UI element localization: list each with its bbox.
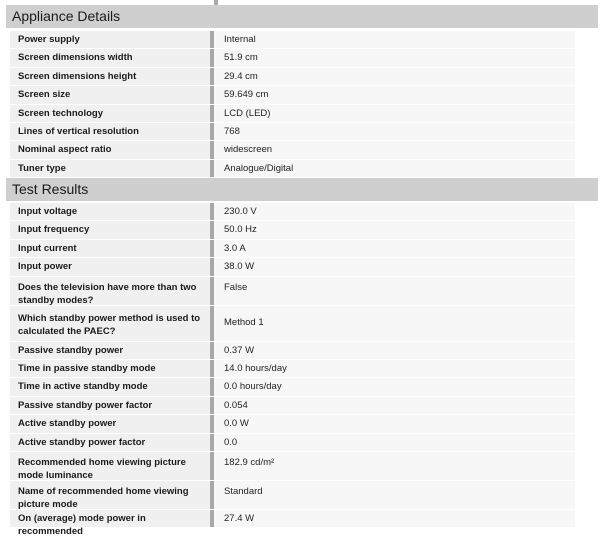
table-row <box>10 240 575 257</box>
row-label: Screen size <box>10 86 214 103</box>
row-value: 0.0 <box>214 434 575 451</box>
row-label: Screen technology <box>10 105 214 122</box>
row-label: Nominal aspect ratio <box>10 141 214 158</box>
row-value: 38.0 W <box>214 258 575 275</box>
table-row <box>10 277 575 305</box>
table-row <box>10 415 575 432</box>
table-row <box>10 68 575 85</box>
table-row <box>10 342 575 359</box>
row-value: LCD (LED) <box>214 105 575 122</box>
row-label: Input voltage <box>10 203 214 220</box>
row-label: Input frequency <box>10 221 214 238</box>
row-label: On (average) mode power in recommended <box>10 510 214 527</box>
table-row <box>10 203 575 220</box>
table-row <box>10 434 575 451</box>
row-label: Active standby power factor <box>10 434 214 451</box>
row-value: Method 1 <box>214 306 575 341</box>
table-row <box>10 141 575 158</box>
row-label: Passive standby power <box>10 342 214 359</box>
row-label: Screen dimensions width <box>10 49 214 66</box>
table-row <box>10 123 575 140</box>
row-value: 14.0 hours/day <box>214 360 575 377</box>
row-value: 0.37 W <box>214 342 575 359</box>
row-value: 29.4 cm <box>214 68 575 85</box>
row-label: Input power <box>10 258 214 275</box>
row-value: 3.0 A <box>214 240 575 257</box>
row-label: Passive standby power factor <box>10 397 214 414</box>
row-label: Power supply <box>10 31 214 48</box>
table-row <box>10 258 575 275</box>
row-value: 0.054 <box>214 397 575 414</box>
row-value: Internal <box>214 31 575 48</box>
row-value: Standard <box>214 481 575 509</box>
test-results-table <box>10 203 575 537</box>
row-label: Active standby power <box>10 415 214 432</box>
table-row <box>10 481 575 509</box>
row-label: Recommended home viewing picture mode luminance <box>10 452 214 480</box>
row-value: 768 <box>214 123 575 140</box>
table-row <box>10 452 575 480</box>
row-value: widescreen <box>214 141 575 158</box>
row-value: False <box>214 277 575 305</box>
row-value: Analogue/Digital <box>214 160 575 177</box>
row-label: Tuner type <box>10 160 214 177</box>
row-label: Input current <box>10 240 214 257</box>
row-value: 0.0 W <box>214 415 575 432</box>
table-row <box>10 397 575 414</box>
table-row <box>10 360 575 377</box>
table-row <box>10 510 575 537</box>
table-row <box>10 160 575 177</box>
table-row <box>10 221 575 238</box>
row-label: Which standby power method is used to calculated the PAEC? <box>10 306 214 341</box>
row-value: 27.4 W <box>214 510 575 527</box>
row-label: Screen dimensions height <box>10 68 214 85</box>
row-value: 0.0 hours/day <box>214 378 575 395</box>
row-label: Name of recommended home viewing picture mode <box>10 481 214 509</box>
row-value: 59.649 cm <box>214 86 575 103</box>
row-label: Does the television have more than two standby modes? <box>10 277 214 305</box>
test-results-header: Test Results <box>6 178 598 201</box>
row-value: 182.9 cd/m² <box>214 452 575 480</box>
row-value: 51.9 cm <box>214 49 575 66</box>
row-value: 50.0 Hz <box>214 221 575 238</box>
table-row <box>10 105 575 122</box>
row-label: Time in active standby mode <box>10 378 214 395</box>
table-row <box>10 306 575 341</box>
appliance-details-table <box>10 31 575 178</box>
table-row <box>10 31 575 48</box>
table-row <box>10 378 575 395</box>
row-value: 230.0 V <box>214 203 575 220</box>
row-label: Time in passive standby mode <box>10 360 214 377</box>
table-row <box>10 86 575 103</box>
appliance-details-header: Appliance Details <box>6 5 598 28</box>
row-label: Lines of vertical resolution <box>10 123 214 140</box>
table-row <box>10 49 575 66</box>
